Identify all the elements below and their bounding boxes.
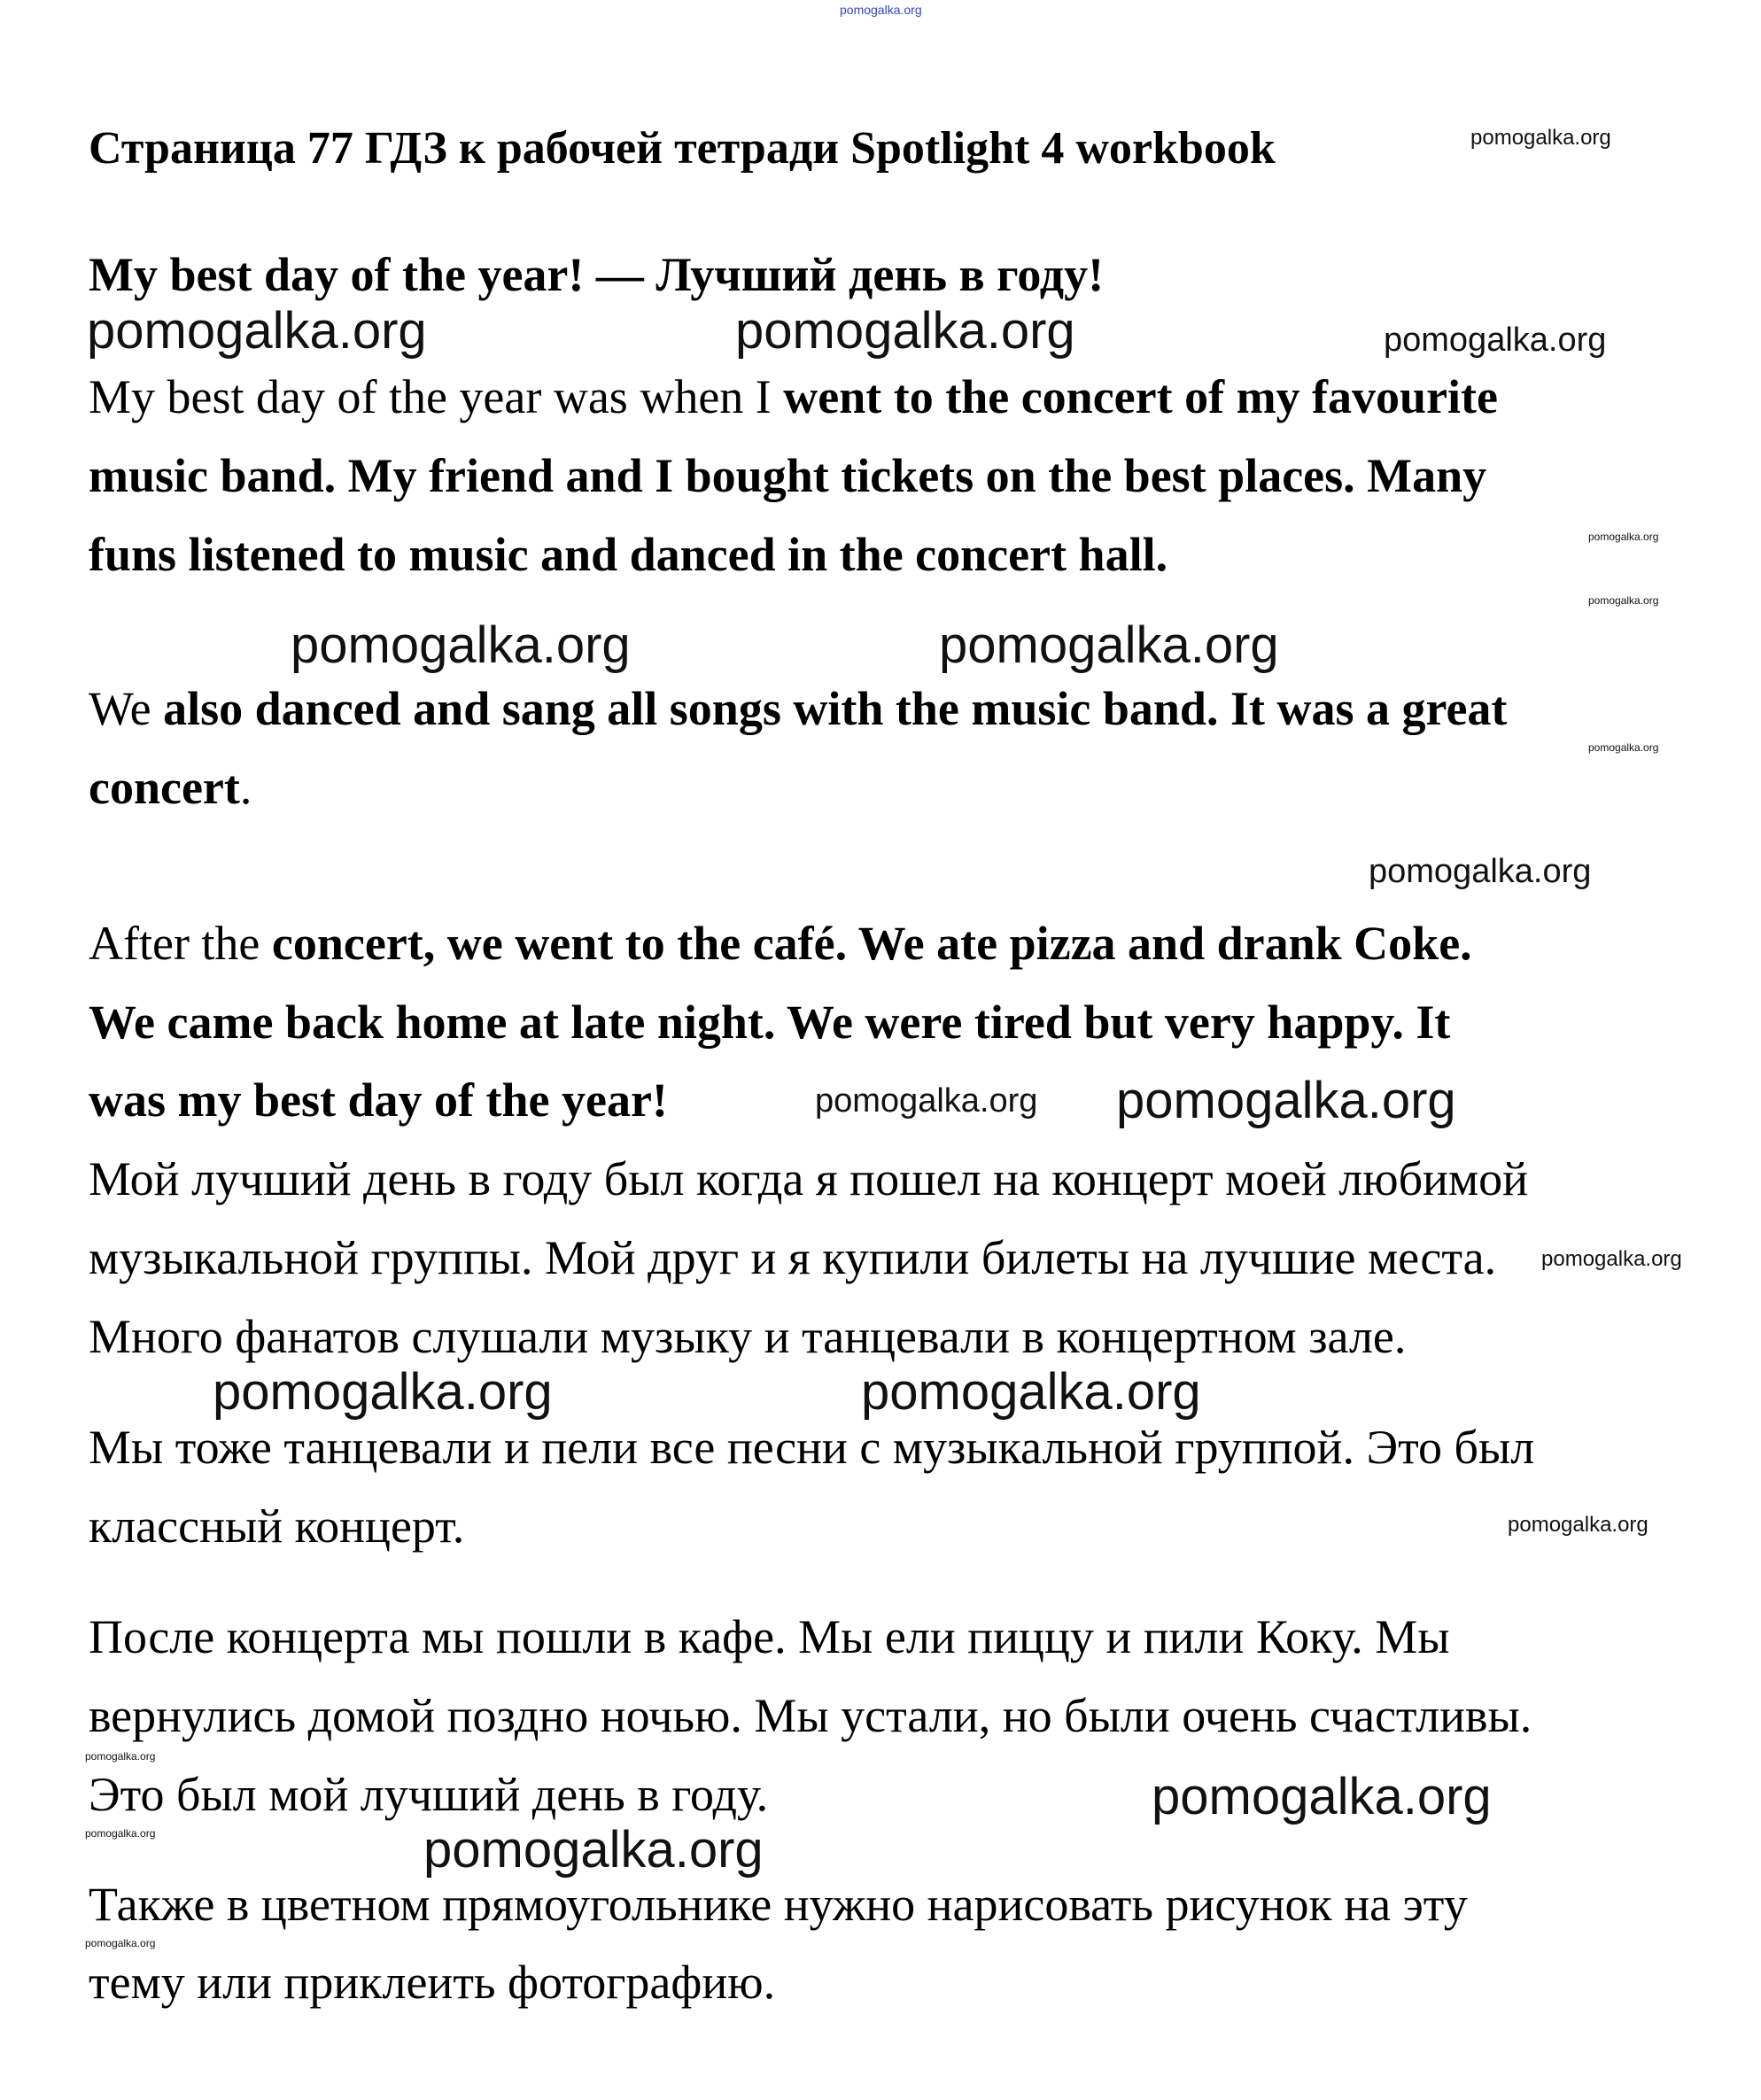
watermark: pomogalka.org (1508, 1513, 1649, 1537)
watermark: pomogalka.org (85, 1937, 156, 1949)
watermark: pomogalka.org (213, 1363, 553, 1421)
watermark: pomogalka.org (840, 3, 922, 17)
text-line: музыкальной группы. Мой друг и я купили билеты на лучшие места. (89, 1231, 1497, 1284)
watermark: pomogalka.org (85, 1827, 156, 1840)
text-segment: also danced and sang all songs with the music band. It was a great (163, 682, 1508, 735)
watermark: pomogalka.org (85, 1750, 156, 1763)
text-line: was my best day of the year! (89, 1073, 668, 1127)
text-segment: My best day of the year was when I (89, 370, 784, 423)
watermark: pomogalka.org (1588, 531, 1659, 543)
watermark: pomogalka.org (423, 1821, 764, 1879)
text-line: Это был мой лучший день в году. (89, 1768, 769, 1821)
watermark: pomogalka.org (815, 1082, 1038, 1120)
text-segment: After the (89, 917, 272, 970)
text-line (89, 759, 252, 816)
watermark: pomogalka.org (1116, 1072, 1456, 1129)
text-segment: . (239, 761, 252, 814)
watermark: pomogalka.org (1470, 126, 1611, 150)
watermark: pomogalka.org (291, 616, 631, 674)
watermark: pomogalka.org (1588, 594, 1659, 607)
text-segment: concert, we went to the café. We ate pizza and drank Coke. (271, 917, 1472, 970)
text-line: классный концерт. (89, 1499, 465, 1553)
text-line: Также в цветном прямоугольнике нужно нарисовать рисунок на эту (89, 1878, 1468, 1931)
text-segment: went to the concert of my favourite (783, 370, 1498, 423)
text-line (89, 368, 1498, 425)
text-line: We came back home at late night. We were tired but very happy. It (89, 996, 1451, 1049)
text-line: funs listened to music and danced in the concert hall. (89, 528, 1168, 581)
text-segment: concert (89, 761, 240, 814)
text-line: Мой лучший день в году был когда я пошел на концерт моей любимой (89, 1152, 1529, 1205)
watermark: pomogalka.org (1588, 741, 1659, 754)
watermark: pomogalka.org (1369, 853, 1592, 890)
text-segment: We (89, 682, 164, 735)
watermark: pomogalka.org (735, 302, 1075, 360)
section-heading: My best day of the year! — Лучший день в году! (89, 248, 1105, 301)
text-line: Мы тоже танцевали и пели все песни с музыкальной группой. Это был (89, 1421, 1535, 1474)
watermark: pomogalka.org (87, 302, 427, 360)
text-line: вернулись домой поздно ночью. Мы устали, но были очень счастливы. (89, 1689, 1532, 1742)
watermark: pomogalka.org (861, 1363, 1201, 1421)
page-title: Страница 77 ГДЗ к рабочей тетради Spotlight 4 workbook (89, 123, 1276, 174)
watermark: pomogalka.org (1152, 1768, 1492, 1825)
text-line (89, 915, 1472, 972)
watermark: pomogalka.org (1541, 1247, 1682, 1271)
text-line (89, 680, 1507, 737)
text-line: music band. My friend and I bought tickets on the best places. Many (89, 449, 1487, 502)
watermark: pomogalka.org (1384, 322, 1607, 359)
text-line: После концерта мы пошли в кафе. Мы ели пиццу и пили Коку. Мы (89, 1610, 1450, 1663)
text-line: Много фанатов слушали музыку и танцевали в концертном зале. (89, 1310, 1407, 1363)
text-line: тему или приклеить фотографию. (89, 1956, 776, 2009)
watermark: pomogalka.org (939, 616, 1279, 674)
